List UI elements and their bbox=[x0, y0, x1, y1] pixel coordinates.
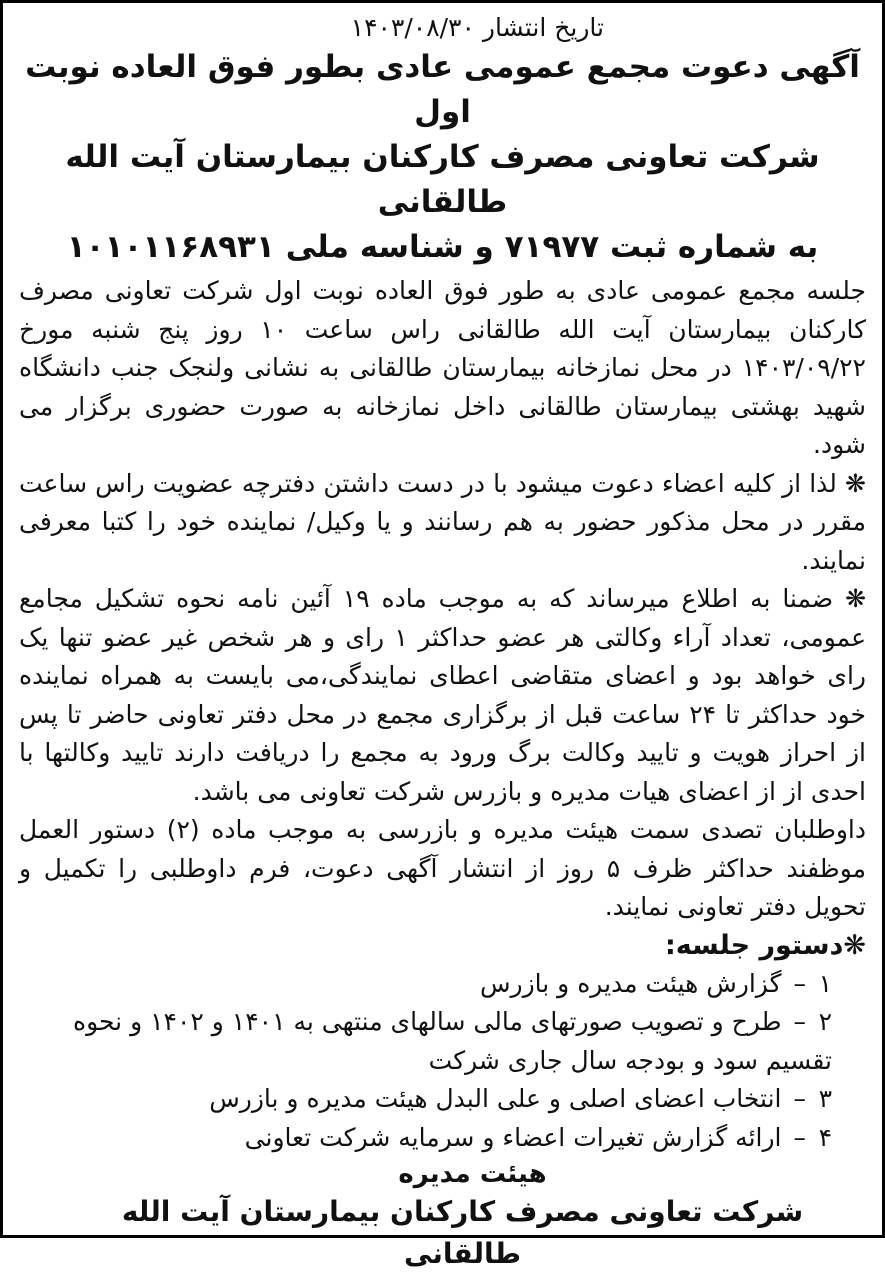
signature-board: هیئت مدیره bbox=[398, 1159, 547, 1189]
signature-company: شرکت تعاونی مصرف کارکنان بیمارستان آیت الله طالقانی bbox=[121, 1195, 804, 1270]
asterisk-icon: ❋ bbox=[843, 929, 866, 961]
agenda-item bbox=[19, 1080, 866, 1119]
asterisk-icon: ❋ bbox=[845, 468, 866, 498]
invitation-paragraph bbox=[19, 465, 866, 581]
agenda-item-number: ۱ bbox=[818, 968, 832, 998]
invitation-text: لذا از کلیه اعضاء دعوت میشود با در دست داشتن دفترچه عضویت راس ساعت مقرر در محل مذکور حضور به هم رسانند و یا وکیل/ نماینده خود را کتبا معرفی نمایند. bbox=[19, 468, 866, 575]
publication-date: تاریخ انتشار ۱۴۰۳/۰۸/۳۰ bbox=[350, 13, 604, 42]
agenda-item-dash: – bbox=[793, 968, 806, 998]
agenda-item-number: ۳ bbox=[818, 1084, 832, 1113]
agenda-heading bbox=[19, 927, 866, 965]
notice-body bbox=[19, 272, 866, 927]
agenda-item bbox=[19, 1003, 866, 1080]
notice-title-line-3: به شماره ثبت ۷۱۹۷۷ و شناسه ملی ۱۰۱۰۱۱۶۸۹۳۱ bbox=[66, 229, 819, 265]
agenda-item-dash: – bbox=[793, 1007, 806, 1036]
asterisk-icon: ❋ bbox=[845, 584, 867, 613]
notice-title-line-2: شرکت تعاونی مصرف کارکنان بیمارستان آیت الله طالقانی bbox=[65, 139, 820, 220]
agenda-item-number: ۴ bbox=[818, 1122, 832, 1152]
candidates-paragraph: داوطلبان تصدی سمت هیئت مدیره و بازرسی به موجب ماده (۲) دستور العمل موظفند حداکثر ظرف ۵ روز از انتشار آگهی دعوت، فرم داوطلبی را تکمیل و تحویل دفتر تعاونی نمایند. bbox=[19, 815, 867, 921]
agenda-item-dash: – bbox=[793, 1084, 806, 1113]
agenda-item-text: گزارش هیئت مدیره و بازرس bbox=[479, 968, 782, 998]
agenda-heading-text: دستور جلسه: bbox=[664, 929, 844, 961]
agenda-list bbox=[19, 965, 866, 1158]
agenda-item bbox=[19, 1119, 866, 1158]
agenda-item-number: ۲ bbox=[818, 1007, 832, 1036]
agenda-item-dash: – bbox=[793, 1122, 806, 1152]
proxy-rules-text: ضمنا به اطلاع میرساند که به موجب ماده ۱۹ آئین نامه نحوه تشکیل مجامع عمومی، تعداد آراء وکالتی هر عضو حداکثر ۱ رای و هر شخص غیر عضو تنها یک رای خواهد بود و اعضای متقاضی اعطای نمایندگی،می بایست به همراه نماینده خود حداکثر تا ۲۴ ساعت قبل از برگزاری مجمع در محل دفتر تعاونی حاضر تا پس از احراز هویت و تایید وکالت برگ ورود به مجمع را دریافت دارند تایید وکالتها با احدی از از اعضای هیات مدیره و بازرس شرکت تعاونی می باشد. bbox=[19, 584, 866, 806]
proxy-rules-paragraph bbox=[19, 580, 866, 811]
agenda-item-text: انتخاب اعضای اصلی و علی البدل هیئت مدیره و بازرس bbox=[209, 1084, 782, 1113]
agenda-item-text: طرح و تصویب صورتهای مالی سالهای منتهی به ۱۴۰۱ و ۱۴۰۲ و نحوه تقسیم سود و بودجه سال جاری شرکت bbox=[73, 1007, 832, 1075]
notice-title-line-1: آگهی دعوت مجمع عمومی عادی بطور فوق العاده نوبت اول bbox=[25, 49, 860, 130]
meeting-details-paragraph: جلسه مجمع عمومی عادی به طور فوق العاده نوبت اول شرکت تعاونی مصرف کارکنان بیمارستان آیت الله طالقانی راس ساعت ۱۰ روز پنج شنبه مورخ ۱۴۰۳/۰۹/۲۲ در محل نمازخانه بیمارستان طالقانی به نشانی ولنجک جنب دانشگاه شهید بهشتی بیمارستان طالقانی داخل نمازخانه به صورت حضوری برگزار می شود. bbox=[19, 276, 866, 459]
agenda-item bbox=[19, 965, 866, 1004]
agenda-item-text: ارائه گزارش تغیرات اعضاء و سرمایه شرکت تعاونی bbox=[244, 1122, 782, 1152]
